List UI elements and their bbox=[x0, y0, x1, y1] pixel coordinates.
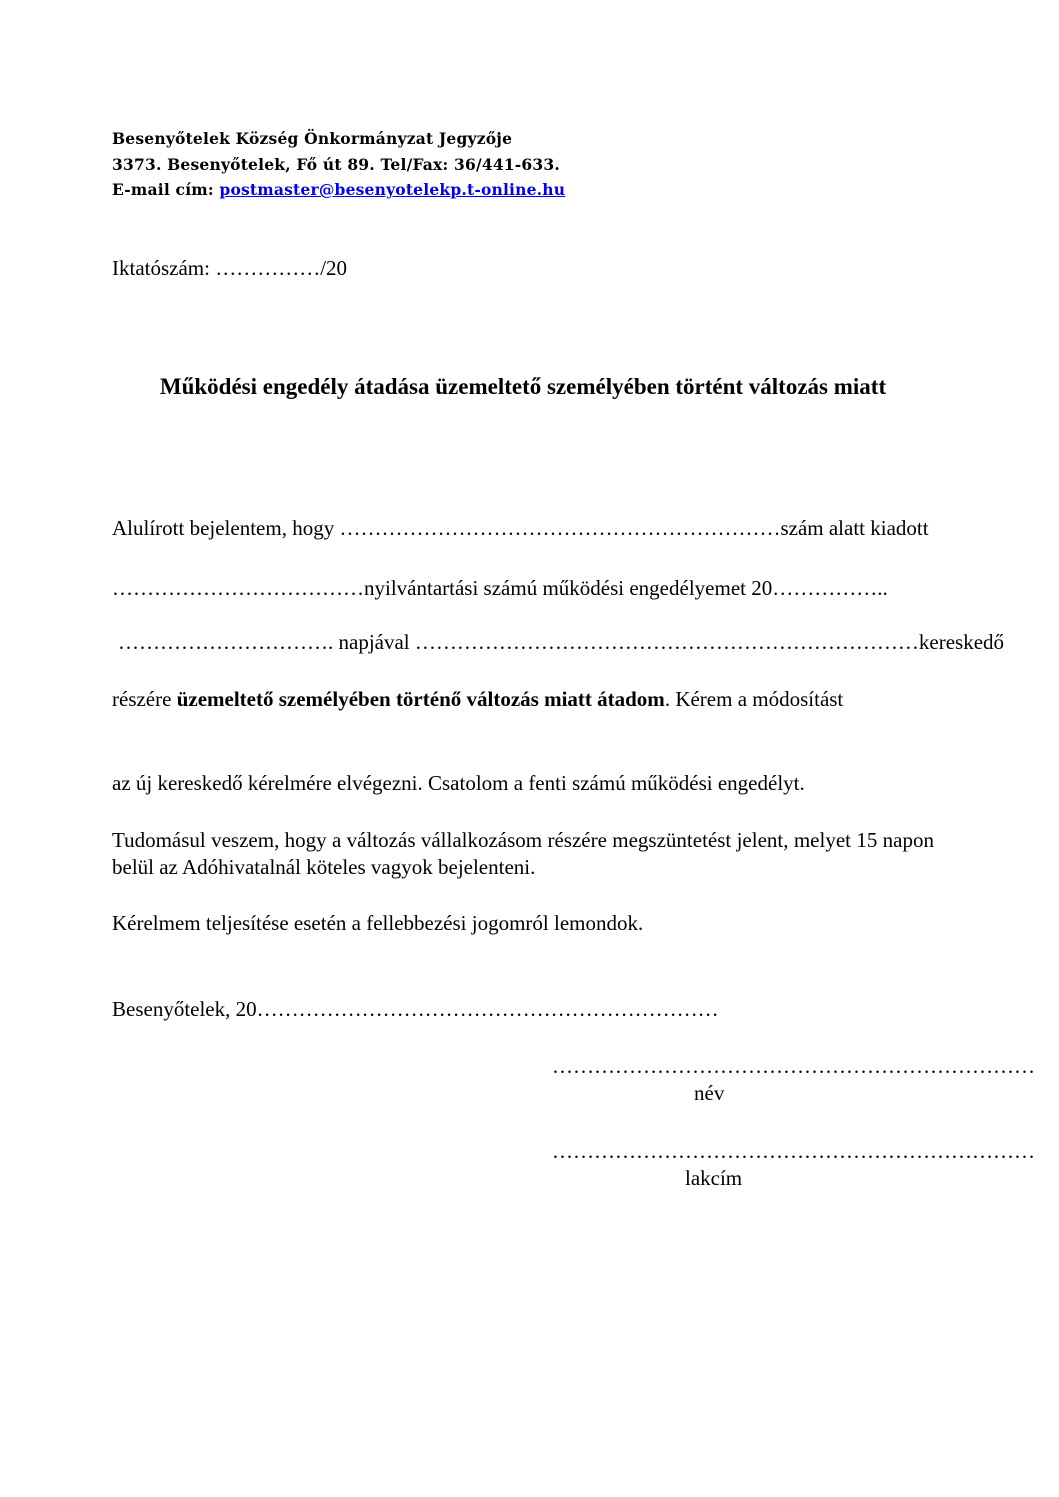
form-line-1: Alulírott bejelentem, hogy ………………………………………………………szám alatt kiadott bbox=[112, 516, 929, 540]
transfer-text-bold: üzemeltető személyében történő változás miatt átadom bbox=[176, 687, 665, 711]
transfer-text-end: . Kérem a módosítást bbox=[664, 687, 844, 711]
name-signature-line: …………………………………………………………… bbox=[552, 1054, 1035, 1078]
acknowledgement-paragraph: Tudomásul veszem, hogy a változás vállalkozásom részére megszüntetést jelent, melyet 15 napon belül az Adóhivatalnál köteles vagyok bejelenteni. bbox=[112, 828, 934, 879]
name-label: név bbox=[694, 1081, 725, 1105]
transfer-text-start: részére bbox=[112, 687, 177, 711]
address-signature-line: …………………………………………………………… bbox=[552, 1139, 1035, 1163]
form-line-3: …………………………. napjával ………………………………………………………………kereskedő bbox=[118, 630, 1005, 654]
transfer-paragraph bbox=[112, 686, 934, 713]
email-link[interactable]: postmaster@besenyotelekp.t-online.hu bbox=[219, 180, 566, 199]
page-title: Működési engedély átadása üzemeltető személyében történt változás miatt bbox=[159, 374, 887, 399]
email-label: E-mail cím: bbox=[112, 180, 220, 199]
form-line-2: ………………………………nyilvántartási számú működési engedélyemet 20…………….. bbox=[112, 576, 888, 600]
office-email bbox=[112, 180, 565, 199]
registry-number: Iktatószám: ……………/20 bbox=[112, 256, 348, 280]
request-paragraph: az új kereskedő kérelmére elvégezni. Csatolom a fenti számú működési engedélyt. bbox=[112, 771, 805, 795]
office-address: 3373. Besenyőtelek, Fő út 89. Tel/Fax: 36/441-633. bbox=[112, 155, 560, 174]
place-date-line: Besenyőtelek, 20………………………………………………………… bbox=[112, 997, 719, 1021]
address-label: lakcím bbox=[685, 1166, 743, 1190]
waiver-paragraph: Kérelmem teljesítése esetén a fellebbezési jogomról lemondok. bbox=[112, 911, 644, 935]
office-name: Besenyőtelek Község Önkormányzat Jegyzője bbox=[112, 129, 513, 148]
